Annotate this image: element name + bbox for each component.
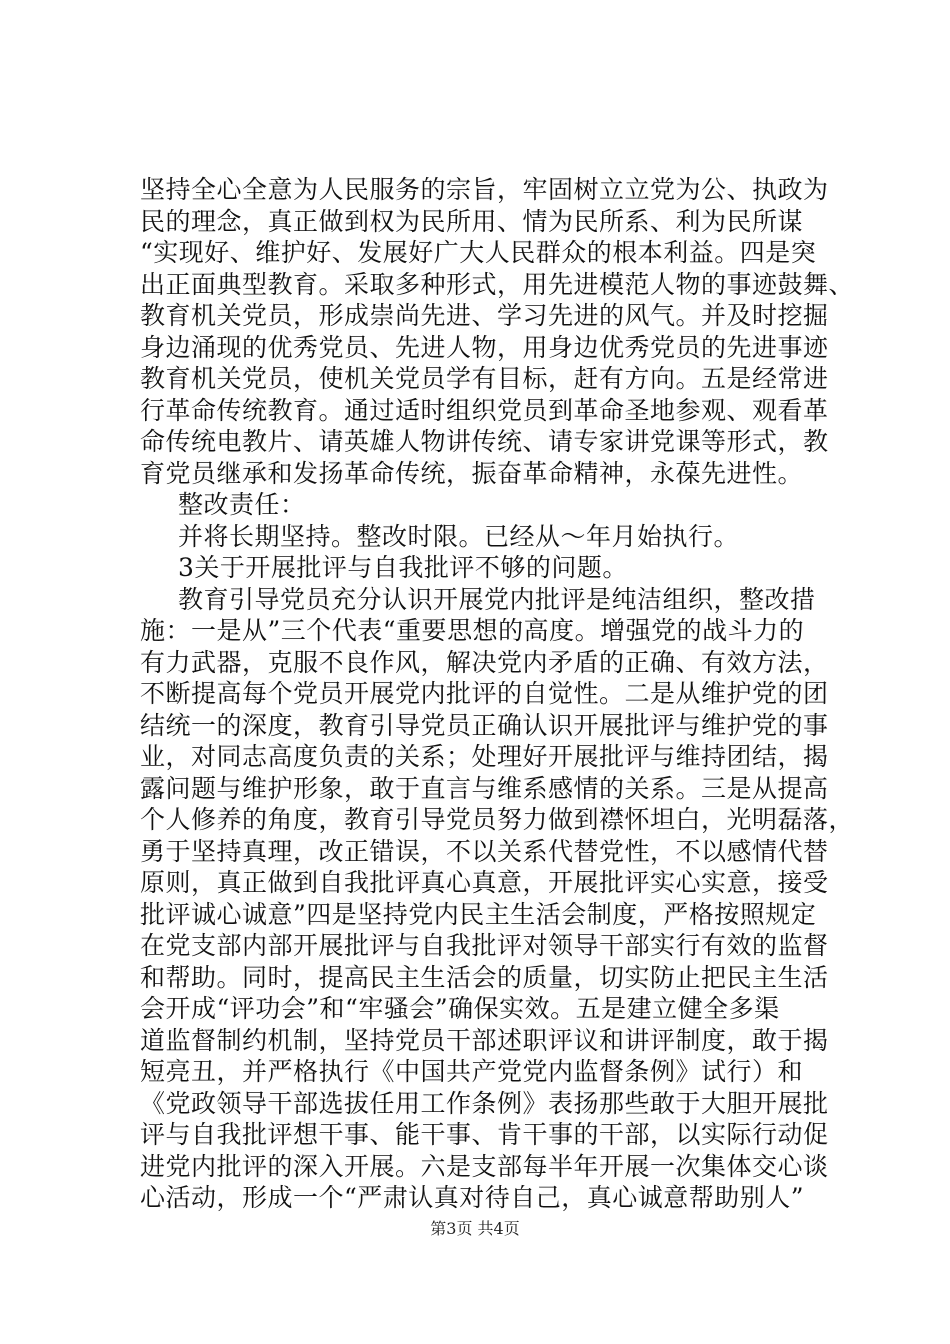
text-line: 出正面典型教育。采取多种形式，用先进模范人物的事迹鼓舞、 — [140, 269, 855, 299]
text-line: 在党支部内部开展批评与自我批评对领导干部实行有效的监督 — [140, 931, 829, 960]
text-line: 评与自我批评想干事、能干事、肯干事的干部，以实际行动促 — [140, 1120, 829, 1149]
text-line: 《党政领导干部选拔任用工作条例》表扬那些敢于大胆开展批 — [140, 1088, 829, 1118]
text-line: 并将长期坚持。整改时限。已经从～年月始执行。 — [178, 521, 740, 551]
text-line: 施：一是从”三个代表“重要思想的高度。增强党的战斗力的 — [140, 616, 805, 645]
text-line: 道监督制约机制，坚持党员干部述职评议和讲评制度，敢于揭 — [140, 1025, 829, 1055]
text-line: “实现好、维护好、发展好广大人民群众的根本利益。四是突 — [140, 238, 817, 267]
text-line: 个人修养的角度，教育引导党员努力做到襟怀坦白，光明磊落， — [140, 805, 855, 834]
text-line: 有力武器，克服不良作风，解决党内矛盾的正确、有效方法， — [140, 647, 829, 677]
text-line: 批评诚心诚意”四是坚持党内民主生活会制度，严格按照规定 — [140, 899, 817, 929]
text-line: 命传统电教片、请英雄人物讲传统、请专家讲党课等形式，教 — [140, 427, 829, 456]
text-line: 教育机关党员，使机关党员学有目标，赶有方向。五是经常进 — [140, 364, 829, 393]
text-line: 露问题与维护形象，敢于直言与维系感情的关系。三是从提高 — [140, 773, 829, 803]
text-line: 身边涌现的优秀党员、先进人物，用身边优秀党员的先进事迹 — [140, 332, 829, 362]
page-footer: 第3页 共4页 — [430, 1219, 520, 1238]
text-line: 会开成“评功会”和“牢骚会”确保实效。五是建立健全多渠 — [140, 994, 780, 1023]
text-line: 原则，真正做到自我批评真心真意，开展批评实心实意，接受 — [140, 868, 829, 897]
section-label-rectification-responsibility: 整改责任： — [178, 490, 306, 519]
text-line: 短亮丑，并严格执行《中国共产党党内监督条例》试行）和 — [140, 1057, 804, 1086]
text-line: 教育机关党员，形成崇尚先进、学习先进的风气。并及时挖掘 — [140, 301, 829, 330]
text-line: 育党员继承和发扬革命传统，振奋革命精神，永葆先进性。 — [140, 458, 804, 488]
text-line: 业，对同志高度负责的关系；处理好开展批评与维持团结，揭 — [140, 742, 829, 771]
section-heading-criticism: 3关于开展批评与自我批评不够的问题。 — [178, 553, 628, 582]
text-line: 教育引导党员充分认识开展党内批评是纯洁组织，整改措 — [178, 584, 816, 614]
text-line: 行革命传统教育。通过适时组织党员到革命圣地参观、观看革 — [140, 395, 829, 425]
text-line: 勇于坚持真理，改正错误，不以关系代替党性，不以感情代替 — [140, 836, 829, 866]
text-line: 民的理念，真正做到权为民所用、情为民所系、利为民所谋 — [140, 206, 804, 236]
text-line: 进党内批评的深入开展。六是支部每半年开展一次集体交心谈 — [140, 1151, 829, 1181]
text-line: 结统一的深度，教育引导党员正确认识开展批评与维护党的事 — [140, 710, 829, 740]
text-line: 心活动，形成一个“严肃认真对待自己，真心诚意帮助别人” — [140, 1183, 805, 1212]
text-line: 坚持全心全意为人民服务的宗旨，牢固树立立党为公、执政为 — [140, 175, 829, 204]
text-line: 和帮助。同时，提高民主生活会的质量，切实防止把民主生活 — [140, 962, 829, 992]
document-body — [140, 174, 855, 1214]
text-line: 不断提高每个党员开展党内批评的自觉性。二是从维护党的团 — [140, 679, 829, 708]
